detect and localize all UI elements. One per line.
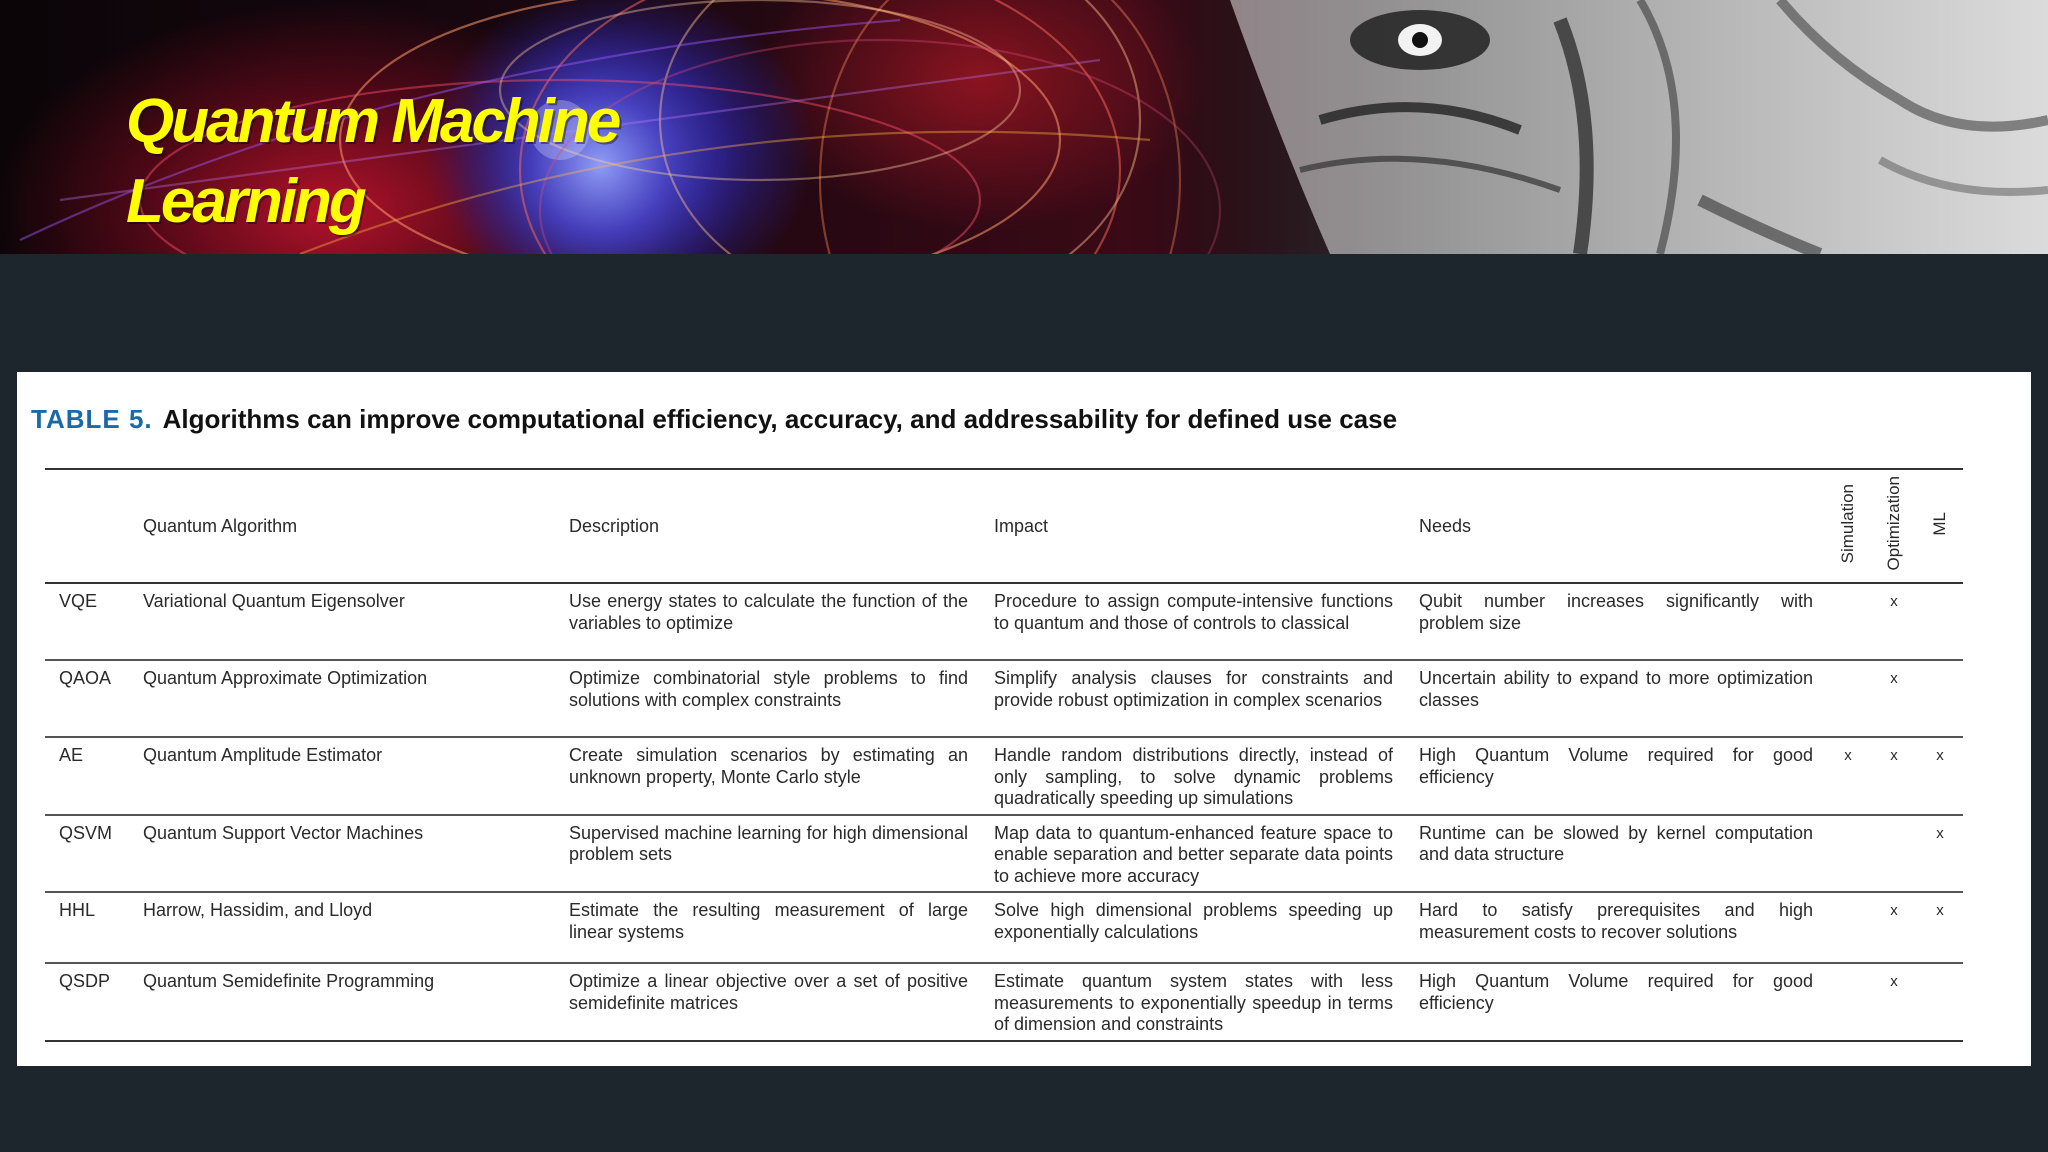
- table-number: TABLE 5.: [31, 404, 153, 434]
- cell-description: Use energy states to calculate the function of the variables to optimize: [555, 583, 980, 660]
- cell-needs: Uncertain ability to expand to more optimization classes: [1405, 660, 1825, 737]
- header-quantum-algorithm: Quantum Algorithm: [129, 469, 555, 583]
- cell-simulation-mark: [1825, 815, 1871, 893]
- cell-optimization-mark: x: [1871, 583, 1917, 660]
- cell-impact: Procedure to assign compute-intensive functions to quantum and those of controls to classical: [980, 583, 1405, 660]
- slide-title: [126, 82, 618, 242]
- header-needs: Needs: [1405, 469, 1825, 583]
- table-header-row: [45, 469, 1963, 583]
- cell-ml-mark: x: [1917, 892, 1963, 963]
- cell-simulation-mark: x: [1825, 737, 1871, 815]
- header-ml-label: ML: [1930, 511, 1949, 536]
- cell-simulation-mark: [1825, 963, 1871, 1041]
- cell-description: Optimize a linear objective over a set of positive semidefinite matrices: [569, 971, 968, 1013]
- cell-optimization-mark: x: [1871, 892, 1917, 963]
- cell-algorithm: Quantum Support Vector Machines: [129, 815, 555, 893]
- cell-abbr: VQE: [45, 583, 129, 660]
- table-caption: [31, 404, 1397, 435]
- cell-algorithm: Variational Quantum Eigensolver: [129, 583, 555, 660]
- header-abbr: [45, 469, 129, 583]
- cell-simulation-mark: [1825, 660, 1871, 737]
- table-row: [45, 815, 1963, 893]
- cell-needs: High Quantum Volume required for good efficiency: [1405, 737, 1825, 815]
- cell-needs: High Quantum Volume required for good efficiency: [1419, 971, 1813, 1013]
- cell-description: Optimize combinatorial style problems to find solutions with complex constraints: [555, 660, 980, 737]
- table-row: [45, 892, 1963, 963]
- cell-optimization-mark: x: [1871, 737, 1917, 815]
- table-panel: [17, 372, 2031, 1066]
- cell-algorithm: Quantum Semidefinite Programming: [143, 971, 435, 991]
- cell-ml-mark: x: [1917, 737, 1963, 815]
- algorithms-table: [45, 468, 1963, 1042]
- cell-description: Supervised machine learning for high dimensional problem sets: [555, 815, 980, 893]
- header-description: Description: [555, 469, 980, 583]
- slide-title-line-1: Quantum Machine: [126, 87, 619, 156]
- cell-abbr: AE: [45, 737, 129, 815]
- cell-description: Create simulation scenarios by estimating an unknown property, Monte Carlo style: [555, 737, 980, 815]
- cell-abbr: QSVM: [45, 815, 129, 893]
- cell-abbr: HHL: [45, 892, 129, 963]
- cell-algorithm: Quantum Approximate Optimization: [129, 660, 555, 737]
- cell-impact: Map data to quantum-enhanced feature space to enable separation and better separate data points to achieve more accuracy: [980, 815, 1405, 893]
- header-simulation: [1825, 469, 1871, 583]
- cell-needs: Hard to satisfy prerequisites and high measurement costs to recover solutions: [1405, 892, 1825, 963]
- table-title: Algorithms can improve computational efficiency, accuracy, and addressability for defined use case: [162, 404, 1398, 434]
- slide-title-line-2: Learning: [126, 167, 364, 236]
- cell-ml-mark: [1917, 963, 1963, 1041]
- cell-abbr: QAOA: [45, 660, 129, 737]
- cell-ml-mark: [1917, 660, 1963, 737]
- table-row: [45, 583, 1963, 660]
- cell-needs: Runtime can be slowed by kernel computation and data structure: [1405, 815, 1825, 893]
- header-banner: [0, 0, 2048, 254]
- cell-impact: Simplify analysis clauses for constraints and provide robust optimization in complex scenarios: [980, 660, 1405, 737]
- table-row: [45, 737, 1963, 815]
- cell-optimization-mark: [1871, 815, 1917, 893]
- portrait-art: [1150, 0, 2048, 254]
- cell-ml-mark: [1917, 583, 1963, 660]
- cell-optimization-mark: x: [1871, 660, 1917, 737]
- cell-ml-mark: x: [1917, 815, 1963, 893]
- cell-abbr: QSDP: [59, 971, 111, 991]
- cell-simulation-mark: [1825, 892, 1871, 963]
- header-simulation-label: Simulation: [1838, 483, 1857, 564]
- cell-impact: Solve high dimensional problems speeding up exponentially calculations: [980, 892, 1405, 963]
- header-impact: Impact: [980, 469, 1405, 583]
- header-optimization: [1871, 469, 1917, 583]
- cell-impact: Estimate quantum system states with less measurements to exponentially speedup in terms of dimension and constraints: [994, 971, 1393, 1034]
- header-optimization-label: Optimization: [1884, 476, 1903, 571]
- header-ml: [1917, 469, 1963, 583]
- cell-simulation-mark: [1825, 583, 1871, 660]
- cell-optimization-mark: x: [1890, 973, 1898, 990]
- cell-description: Estimate the resulting measurement of large linear systems: [555, 892, 980, 963]
- cell-impact: Handle random distributions directly, instead of only sampling, to solve dynamic problems quadratically speeding up simulations: [980, 737, 1405, 815]
- table-row: [45, 963, 1963, 1041]
- table-row: [45, 660, 1963, 737]
- cell-algorithm: Harrow, Hassidim, and Lloyd: [129, 892, 555, 963]
- cell-needs: Qubit number increases significantly with problem size: [1405, 583, 1825, 660]
- cell-algorithm: Quantum Amplitude Estimator: [129, 737, 555, 815]
